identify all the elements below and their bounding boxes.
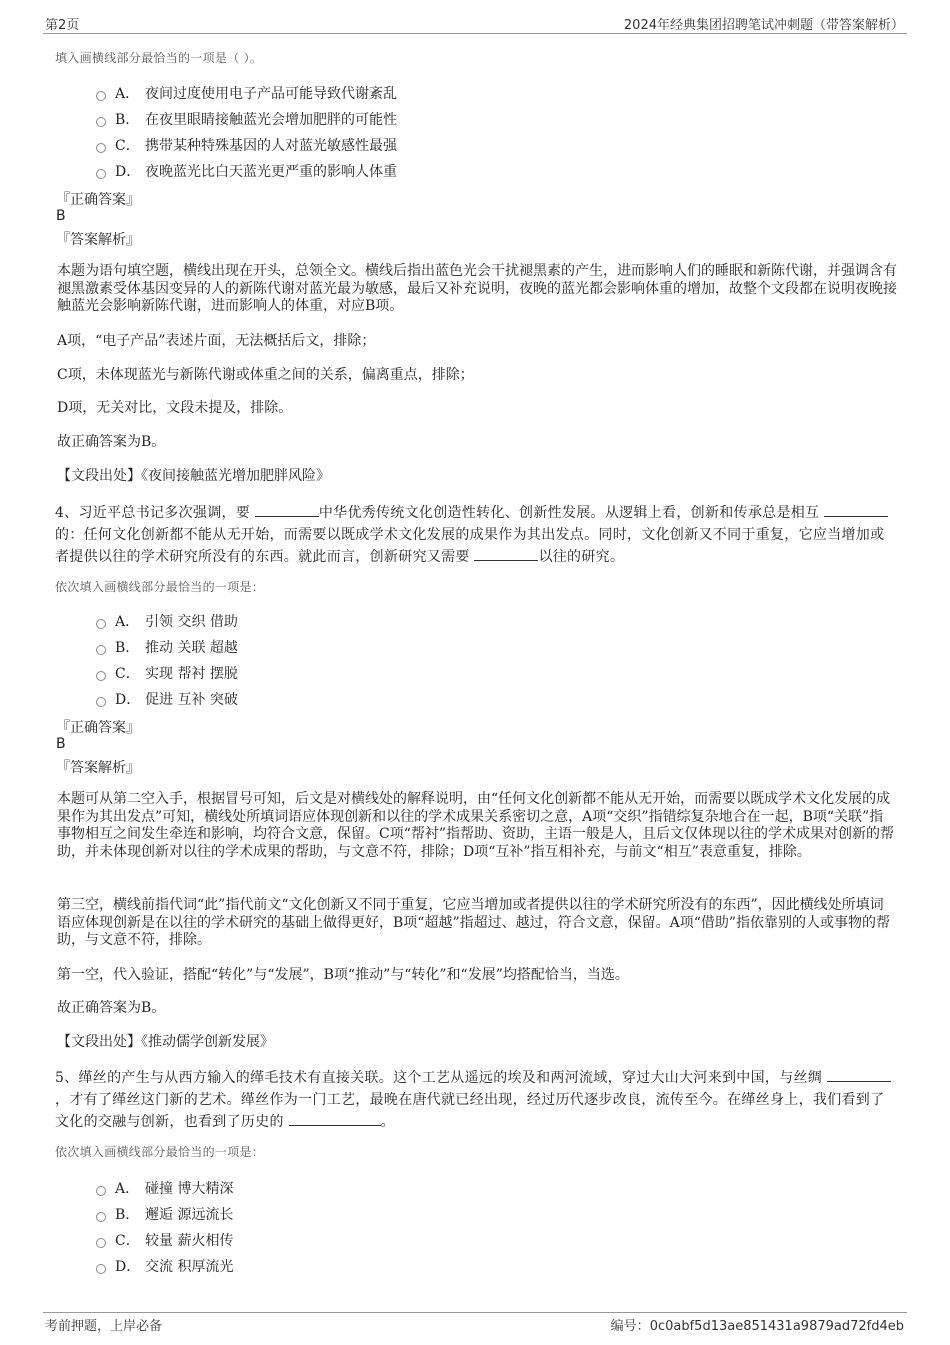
option-letter: A． bbox=[115, 86, 140, 102]
option-text: 携带某种特殊基因的人对蓝光敏感性最强 bbox=[145, 138, 397, 154]
option-letter: C． bbox=[115, 138, 140, 154]
answer-value: B bbox=[56, 208, 66, 224]
radio-button[interactable] bbox=[96, 91, 106, 101]
analysis-paragraph: 故正确答案为B。 bbox=[57, 434, 166, 450]
analysis-paragraph: 故正确答案为B。 bbox=[57, 1000, 166, 1016]
fill-blank[interactable] bbox=[255, 505, 319, 517]
analysis-paragraph: A项，“电子产品”表述片面，无法概括后文，排除； bbox=[57, 333, 376, 349]
answer-label: 『正确答案』 bbox=[56, 192, 140, 208]
option-text: 引领 交织 借助 bbox=[145, 614, 238, 630]
answer-value: B bbox=[56, 736, 66, 752]
radio-button[interactable] bbox=[96, 671, 106, 681]
option-letter: A． bbox=[115, 614, 140, 630]
option-letter: D． bbox=[115, 1259, 141, 1275]
q5-prompt: 依次填入画横线部分最恰当的一项是： bbox=[55, 1145, 265, 1159]
radio-button[interactable] bbox=[96, 117, 106, 127]
option-text: 交流 积厚流光 bbox=[145, 1259, 234, 1275]
option-text: 推动 关联 超越 bbox=[145, 640, 238, 656]
fill-blank[interactable] bbox=[827, 1070, 891, 1082]
option-letter: D． bbox=[115, 692, 141, 708]
answer-label: 『正确答案』 bbox=[56, 720, 140, 736]
q4-prompt: 依次填入画横线部分最恰当的一项是： bbox=[55, 580, 265, 594]
option-letter: C． bbox=[115, 1233, 140, 1249]
option-text: 较量 薪火相传 bbox=[145, 1233, 234, 1249]
analysis-paragraph: D项，无关对比，文段未提及，排除。 bbox=[57, 400, 293, 416]
analysis-label: 『答案解析』 bbox=[56, 760, 140, 776]
option-text: 夜间过度使用电子产品可能导致代谢紊乱 bbox=[145, 86, 397, 102]
option-letter: C． bbox=[115, 666, 140, 682]
analysis-paragraph: 本题可从第二空入手，根据冒号可知，后文是对横线处的解释说明，由“任何文化创新都不能从无开始，而需要以既成学术文化发展的成果作为其出发点”可知，横线处所填词语应体现创新和以往的学术成果关系密切之意，A项“交织”指错综复杂地合在一起，B项“关联”指事物相互之间发生牵连和影响，均符合文意，保留。C项“帮衬”指帮助、资助，主语一般是人，且后文仅体现以往的学术成果对创新的帮助，并未体现创新对以往的学术成果的帮助，与文意不符，排除；D项“互补”指互相补充，与前文“相互”表意重复，排除。 bbox=[57, 791, 895, 860]
q3-prompt: 填入画横线部分最恰当的一项是（ ）。 bbox=[55, 51, 263, 65]
q5-stem: 5、缂丝的产生与从西方输入的缂毛技术有直接关联。这个工艺从遥远的埃及和两河流域，穿过大山大河来到中国，与丝绸 ，才有了缂丝这门新的艺术。缂丝作为一门工艺，最晚在唐代就已经出现，经过历代逐步改良，流传至今。在缂丝身上，我们看到了文化的交融与创新，也看到了历史的 。 bbox=[55, 1067, 897, 1133]
option-text: 实现 帮衬 摆脱 bbox=[145, 666, 238, 682]
radio-button[interactable] bbox=[96, 645, 106, 655]
header-rule bbox=[43, 33, 907, 34]
analysis-paragraph: C项，未体现蓝光与新陈代谢或体重之间的关系，偏离重点，排除； bbox=[57, 367, 474, 383]
option-text: 在夜里眼睛接触蓝光会增加肥胖的可能性 bbox=[145, 112, 397, 128]
analysis-label: 『答案解析』 bbox=[56, 232, 140, 248]
page-number: 第2页 bbox=[45, 18, 80, 33]
option-text: 促进 互补 突破 bbox=[145, 692, 238, 708]
radio-button[interactable] bbox=[96, 1212, 106, 1222]
analysis-paragraph: 本题为语句填空题，横线出现在开头，总领全文。横线后指出蓝色光会干扰褪黑素的产生，进而影响人们的睡眠和新陈代谢，并强调含有褪黑激素受体基因变异的人的新陈代谢对蓝光最为敏感，最后又补充说明，夜晚的蓝光都会影响体重的增加，故整个文段都在说明夜晚接触蓝光会影响新陈代谢，进而影响人的体重，对应B项。 bbox=[57, 263, 897, 314]
radio-button[interactable] bbox=[96, 1238, 106, 1248]
fill-blank[interactable] bbox=[289, 1114, 381, 1126]
analysis-paragraph: 第一空，代入验证，搭配“转化”与“发展”，B项“推动”与“转化”和“发展”均搭配恰当，当选。 bbox=[57, 967, 629, 983]
document-title: 2024年经典集团招聘笔试冲刺题（带答案解析） bbox=[623, 18, 904, 33]
option-letter: B． bbox=[115, 1207, 140, 1223]
radio-button[interactable] bbox=[96, 169, 106, 179]
option-letter: D． bbox=[115, 164, 141, 180]
option-text: 邂逅 源远流长 bbox=[145, 1207, 234, 1223]
footer-slogan: 考前押题，上岸必备 bbox=[45, 1319, 163, 1334]
radio-button[interactable] bbox=[96, 619, 106, 629]
radio-button[interactable] bbox=[96, 1186, 106, 1196]
option-letter: B． bbox=[115, 640, 140, 656]
analysis-paragraph: 第三空，横线前指代词“此”指代前文“文化创新又不同于重复，它应当增加或者提供以往的学术研究所没有的东西”，因此横线处所填词语应体现创新是在以往的学术研究的基础上做得更好，B项“超越”指超过、越过，符合文意，保留。A项“借助”指依靠别的人或事物的帮助，与文意不符，排除。 bbox=[57, 897, 891, 948]
radio-button[interactable] bbox=[96, 143, 106, 153]
source-citation: 【文段出处】《夜间接触蓝光增加肥胖风险》 bbox=[57, 468, 330, 484]
option-text: 夜晚蓝光比白天蓝光更严重的影响人体重 bbox=[145, 164, 397, 180]
fill-blank[interactable] bbox=[824, 505, 888, 517]
footer-rule bbox=[43, 1312, 907, 1313]
fill-blank[interactable] bbox=[474, 549, 538, 561]
document-id: 编号：0c0abf5d13ae851431a9879ad72fd4eb bbox=[610, 1319, 904, 1334]
q4-stem: 4、习近平总书记多次强调，要 中华优秀传统文化创造性转化、创新性发展。从逻辑上看，创新和传承总是相互 的：任何文化创新都不能从无开始，而需要以既成学术文化发展的成果作为其出发点。同时，文化创新又不同于重复，它应当增加或者提供以往的学术研究所没有的东西。就此而言，创新研究又需要 以往的研究。 bbox=[55, 502, 897, 568]
option-text: 碰撞 博大精深 bbox=[145, 1181, 234, 1197]
radio-button[interactable] bbox=[96, 697, 106, 707]
source-citation: 【文段出处】《推动儒学创新发展》 bbox=[57, 1034, 274, 1050]
option-letter: B． bbox=[115, 112, 140, 128]
radio-button[interactable] bbox=[96, 1264, 106, 1274]
option-letter: A． bbox=[115, 1181, 140, 1197]
